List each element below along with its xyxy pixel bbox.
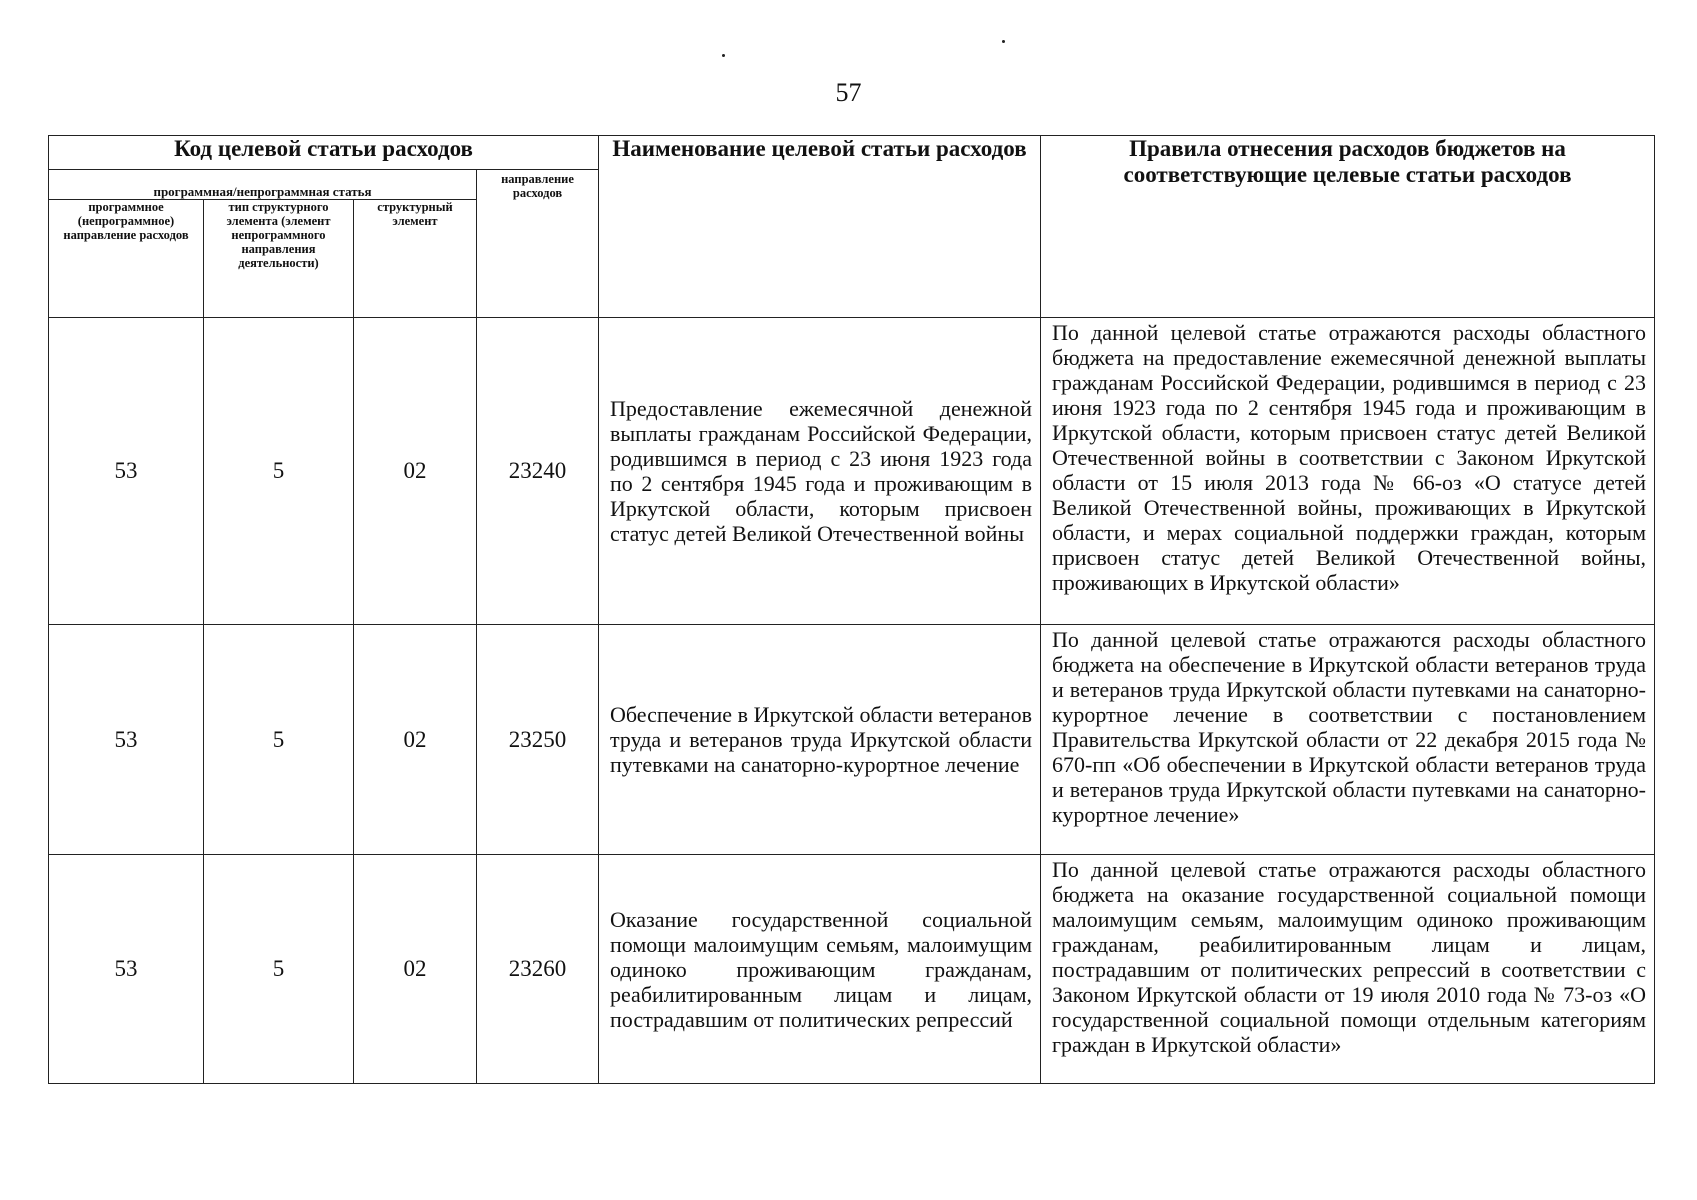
code-group-header: Код целевой статьи расходов: [49, 136, 599, 170]
page-number: 57: [835, 78, 862, 107]
program-code-cell: 53: [49, 318, 204, 625]
header-row-1: [49, 136, 1655, 170]
struct-type-header: тип структурного элемента (элемент непрограммного направления деятельности): [204, 200, 354, 318]
program-code-cell: 53: [49, 855, 204, 1084]
article-name-cell: Оказание государственной социальной помощи малоимущим семьям, малоимущим одиноко проживающим гражданам, реабилитированным лицам и лицам, пострадавшим от политических репрессий: [599, 855, 1041, 1084]
struct-element-header: структурный элемент: [354, 200, 477, 318]
article-name-cell: Предоставление ежемесячной денежной выплаты гражданам Российской Федерации, родившимся в период с 23 июня 1923 года по 2 сентября 1945 года и проживающим в Иркутской области, которым присвоен статус детей Великой Отечественной войны: [599, 318, 1041, 625]
target-articles-table: [48, 135, 1655, 1084]
article-name-cell: Обеспечение в Иркутской области ветеранов труда и ветеранов труда Иркутской области путевками на санаторно-курортное лечение: [599, 625, 1041, 855]
expense-direction-header: направление расходов: [477, 170, 599, 318]
program-article-header: программная/непрограммная статья: [49, 170, 477, 200]
scan-speck: [1002, 40, 1005, 43]
article-rule-cell: По данной целевой статье отражаются расходы областного бюджета на оказание государственной социальной помощи малоимущим семьям, малоимущим одиноко проживающим гражданам, реабилитированным лицам и лицам, пострадавшим от политических репрессий в соответствии с Законом Иркутской области от 19 июля 2010 года № 73-оз «О государственной социальной помощи отдельным категориям граждан в Иркутской области»: [1041, 855, 1655, 1084]
table-row: [49, 855, 1655, 1084]
article-rule-cell: По данной целевой статье отражаются расходы областного бюджета на обеспечение в Иркутской области ветеранов труда и ветеранов труда Иркутской области путевками на санаторно-курортное лечение в соответствии с постановлением Правительства Иркутской области от 22 декабря 2015 года № 670-пп «Об обеспечении в Иркутской области ветеранов труда и ветеранов труда Иркутской области путевками на санаторно-курортное лечение»: [1041, 625, 1655, 855]
table-row: [49, 625, 1655, 855]
direction-code-cell: 23260: [477, 855, 599, 1084]
direction-code-cell: 23240: [477, 318, 599, 625]
element-code-cell: 02: [354, 318, 477, 625]
type-code-cell: 5: [204, 318, 354, 625]
name-column-header: Наименование целевой статьи расходов: [599, 136, 1041, 318]
rules-column-header: Правила отнесения расходов бюджетов на соответствующие целевые статьи расходов: [1041, 136, 1655, 318]
element-code-cell: 02: [354, 625, 477, 855]
type-code-cell: 5: [204, 625, 354, 855]
scan-speck: [722, 54, 725, 57]
table-row: [49, 318, 1655, 625]
element-code-cell: 02: [354, 855, 477, 1084]
type-code-cell: 5: [204, 855, 354, 1084]
direction-code-cell: 23250: [477, 625, 599, 855]
program-direction-header: программное (непрограммное) направление расходов: [49, 200, 204, 318]
program-code-cell: 53: [49, 625, 204, 855]
article-rule-cell: По данной целевой статье отражаются расходы областного бюджета на предоставление ежемесячной денежной выплаты гражданам Российской Федерации, родившимся в период с 23 июня 1923 года по 2 сентября 1945 года и проживающим в Иркутской области, которым присвоен статус детей Великой Отечественной войны в соответствии с Законом Иркутской области от 15 июля 2013 года № 66-оз «О статусе детей Великой Отечественной войны, проживающих в Иркутской области, и мерах социальной поддержки граждан, которым присвоен статус детей Великой Отечественной войны, проживающих в Иркутской области»: [1041, 318, 1655, 625]
